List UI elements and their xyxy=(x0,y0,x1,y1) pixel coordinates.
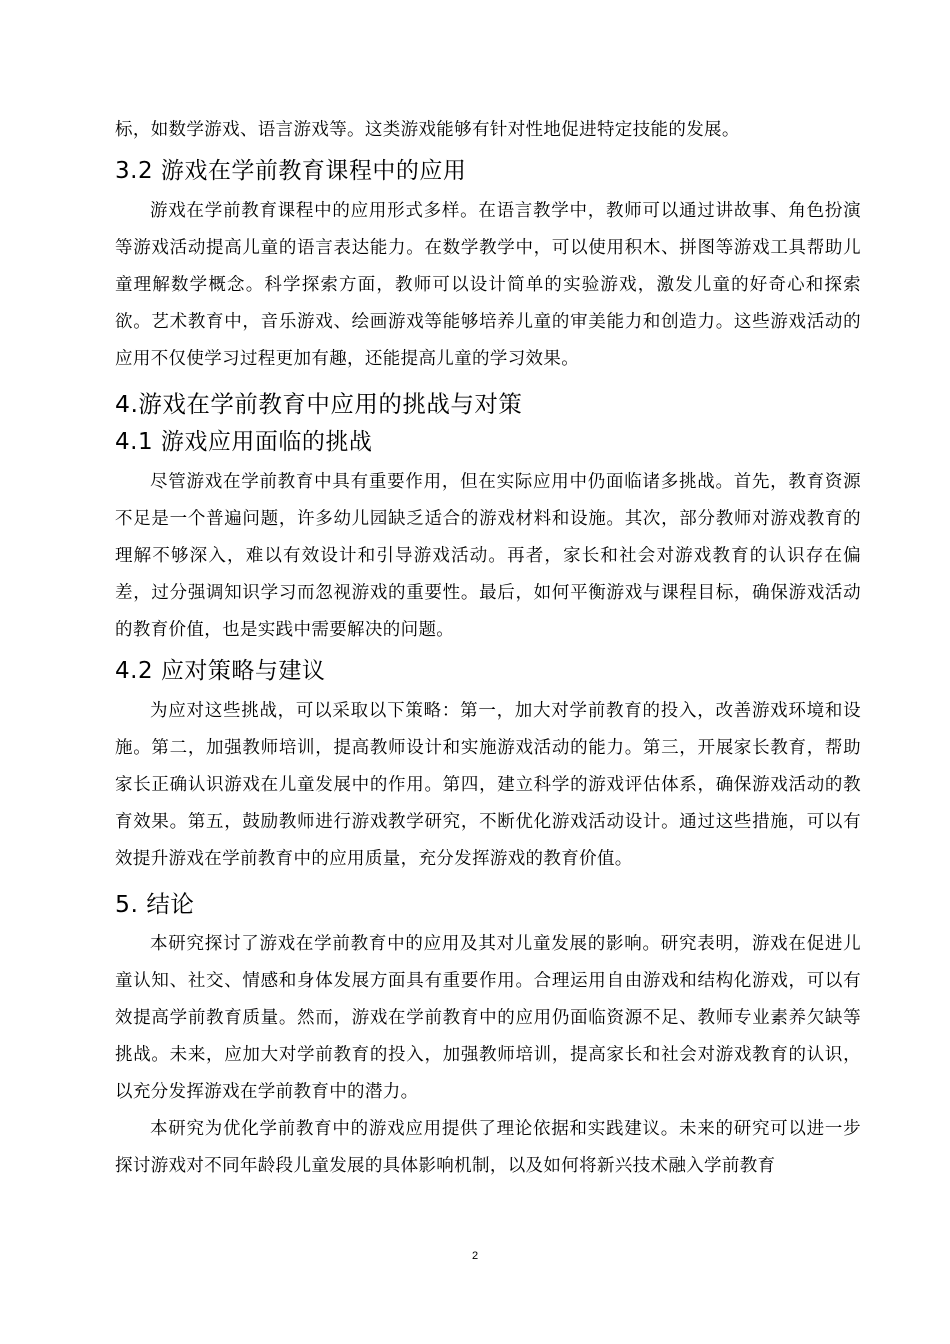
chapter-4-heading: 4.游戏在学前教育中应用的挑战与对策 xyxy=(115,390,523,418)
page-number: 2 xyxy=(471,1250,479,1262)
conclusion-paragraph-2: 本研究为优化学前教育中的游戏应用提供了理论依据和实践建议。未来的研究可以进一步探讨游戏对不同年龄段儿童发展的具体影响机制，以及如何将新兴技术融入学前教育 xyxy=(115,1119,861,1176)
continuation-paragraph: 标，如数学游戏、语言游戏等。这类游戏能够有针对性地促进特定技能的发展。 xyxy=(115,120,740,140)
conclusion-paragraph-1: 本研究探讨了游戏在学前教育中的应用及其对儿童发展的影响。研究表明，游戏在促进儿童认知、社交、情感和身体发展方面具有重要作用。合理运用自由游戏和结构化游戏，可以有效提高学前教育质量。然而，游戏在学前教育中的应用仍面临资源不足、教师专业素养欠缺等挑战。未来，应加大对学前教育的投入，加强教师培训，提高家长和社会对游戏教育的认识，以充分发挥游戏在学前教育中的潜力。 xyxy=(115,934,861,1102)
page-body xyxy=(115,112,861,1185)
section-4-1-paragraph: 尽管游戏在学前教育中具有重要作用，但在实际应用中仍面临诸多挑战。首先，教育资源不足是一个普遍问题，许多幼儿园缺乏适合的游戏材料和设施。其次，部分教师对游戏教育的理解不够深入，难以有效设计和引导游戏活动。再者，家长和社会对游戏教育的认识存在偏差，过分强调知识学习而忽视游戏的重要性。最后，如何平衡游戏与课程目标，确保游戏活动的教育价值，也是实践中需要解决的问题。 xyxy=(115,472,861,640)
section-3-2-heading: 3.2 游戏在学前教育课程中的应用 xyxy=(115,158,467,184)
section-3-2-paragraph: 游戏在学前教育课程中的应用形式多样。在语言教学中，教师可以通过讲故事、角色扮演等游戏活动提高儿童的语言表达能力。在数学教学中，可以使用积木、拼图等游戏工具帮助儿童理解数学概念。科学探索方面，教师可以设计简单的实验游戏，激发儿童的好奇心和探索欲。艺术教育中，音乐游戏、绘画游戏等能够培养儿童的审美能力和创造力。这些游戏活动的应用不仅使学习过程更加有趣，还能提高儿童的学习效果。 xyxy=(115,201,861,369)
section-4-2-heading: 4.2 应对策略与建议 xyxy=(115,658,326,684)
conclusion-heading: 5. 结论 xyxy=(115,890,195,918)
section-4-2-paragraph: 为应对这些挑战，可以采取以下策略：第一，加大对学前教育的投入，改善游戏环境和设施。第二，加强教师培训，提高教师设计和实施游戏活动的能力。第三，开展家长教育，帮助家长正确认识游戏在儿童发展中的作用。第四，建立科学的游戏评估体系，确保游戏活动的教育效果。第五，鼓励教师进行游戏教学研究，不断优化游戏活动设计。通过这些措施，可以有效提升游戏在学前教育中的应用质量，充分发挥游戏的教育价值。 xyxy=(115,701,861,869)
section-4-1-heading: 4.1 游戏应用面临的挑战 xyxy=(115,429,373,455)
